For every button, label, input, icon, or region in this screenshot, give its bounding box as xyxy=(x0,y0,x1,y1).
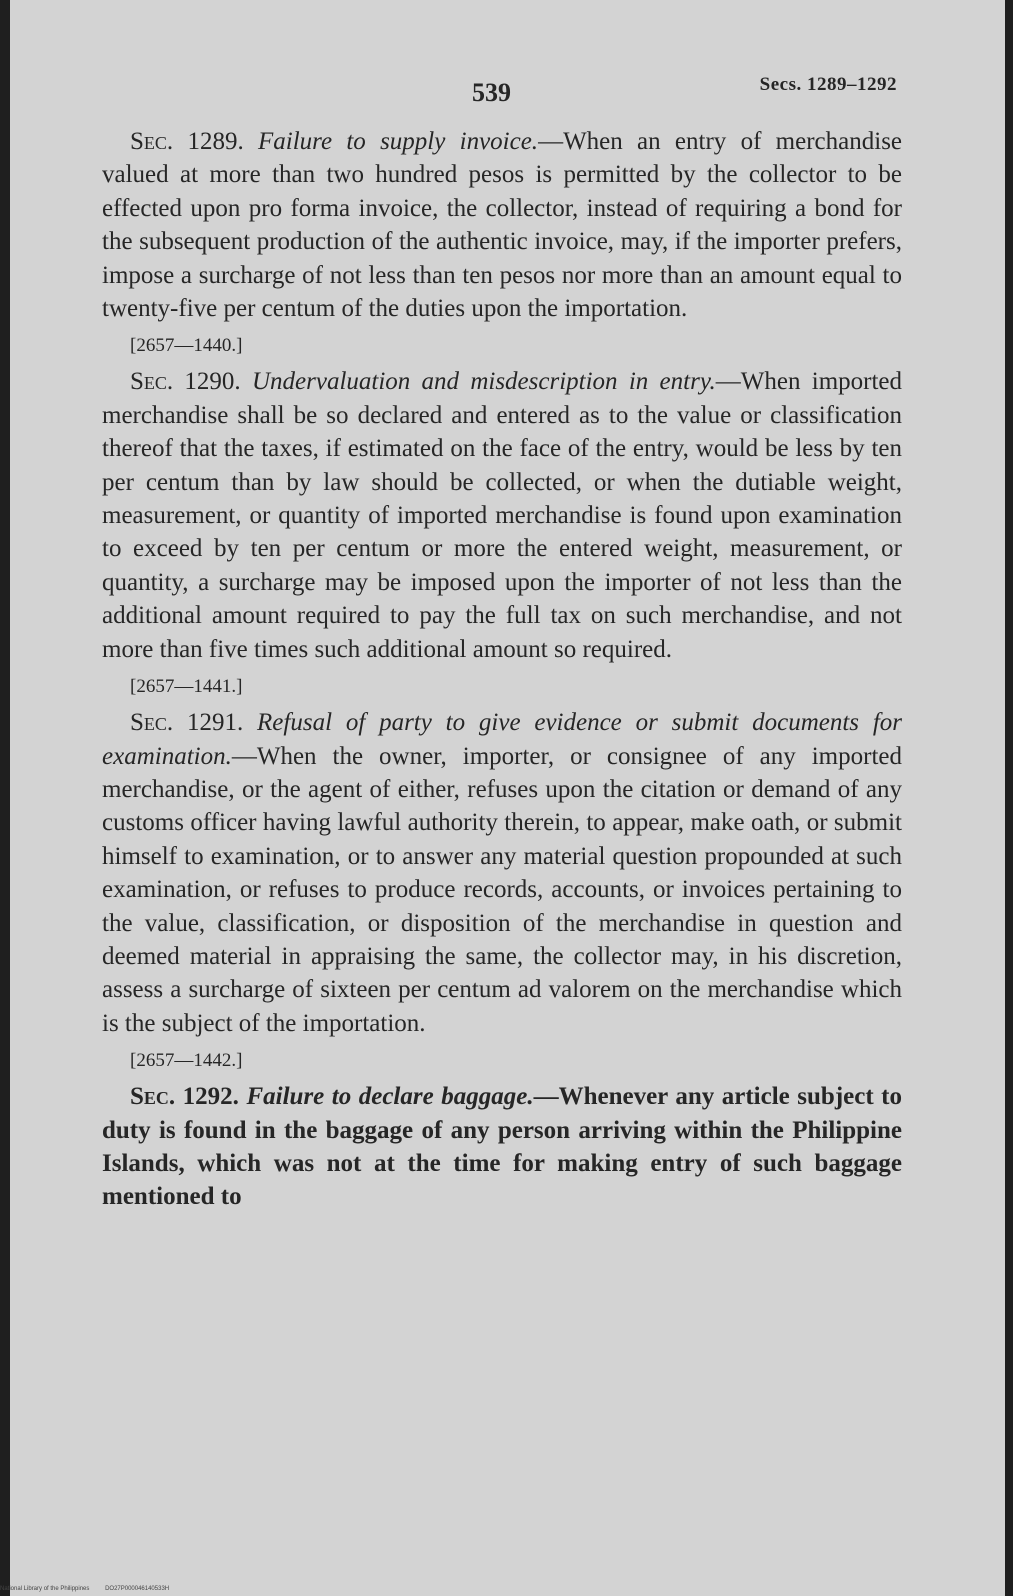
document-page xyxy=(10,0,1005,1596)
section-title: Undervaluation and misdescription in entry. xyxy=(251,368,716,396)
scan-code: DO27P000046140533H xyxy=(105,1586,170,1592)
section-citation: [2657—1440.] xyxy=(130,335,243,357)
section-label: Sec. 1292. xyxy=(130,1083,239,1111)
section-text: —When an entry of merchandise valued at more than two hundred pesos is permitted by the collector to be effected upon pro forma invoice, the collector, instead of requiring a bond for the subsequent production of the authentic invoice, may, if the importer prefers, impose a surcharge of not less than ten pesos nor more than an amount equal to twenty-five per centum of the duties upon the importation. xyxy=(102,128,903,323)
section-1291 xyxy=(102,706,902,1076)
section-citation: [2657—1442.] xyxy=(130,1050,243,1072)
scan-footer xyxy=(0,1586,169,1592)
section-text: —When imported merchandise shall be so declared and entered as to the value or classification thereof that the taxes, if estimated on the face of the entry, would be less by ten per centum than by law should be collected, or when the dutiable weight, measurement, or quantity of imported merchandise is found upon examination to exceed by ten per centum or more the entered weight, measurement, or quantity, a surcharge may be imposed upon the importer of not less than the additional amount required to pay the full tax on such merchandise, and not more than five times such additional amount so required. xyxy=(102,368,903,663)
section-paragraph xyxy=(102,125,902,325)
section-title: Failure to declare baggage. xyxy=(246,1083,534,1111)
section-title: Failure to supply invoice. xyxy=(258,128,539,155)
section-label: Sec. 1290. xyxy=(130,368,241,396)
section-1289 xyxy=(102,125,902,361)
section-paragraph xyxy=(102,365,902,666)
section-range: Secs. 1289–1292 xyxy=(759,74,897,95)
page-body xyxy=(102,125,902,1214)
page-number: 539 xyxy=(472,78,511,107)
section-citation: [2657—1441.] xyxy=(130,676,243,698)
section-title: Refusal of party to give evidence or submit documents for examination. xyxy=(102,709,903,770)
section-text: —Whenever any article subject to duty is found in the baggage of any person arriving within the Philippine Islands, which was not at the time for making entry of such baggage mentioned to xyxy=(102,1083,903,1211)
library-name: National Library of the Philippines xyxy=(0,1586,90,1592)
section-paragraph xyxy=(102,1080,902,1214)
section-text: —When the owner, importer, or consignee of any imported merchandise, or the agent of either, refuses upon the citation or demand of any customs officer having lawful authority therein, to appear, make oath, or submit himself to examination, or to answer any material question propounded at such examination, or refuses to produce records, accounts, or invoices pertaining to the value, classification, or disposition of the merchandise in question and deemed material in appraising the same, the collector may, in his discretion, assess a surcharge of sixteen per centum ad valorem on the merchandise which is the subject of the importation. xyxy=(102,742,902,1037)
section-1292 xyxy=(102,1080,902,1214)
section-paragraph xyxy=(102,706,902,1040)
section-1290 xyxy=(102,365,902,702)
section-label: Sec. 1289. xyxy=(130,128,244,155)
page-header xyxy=(10,72,1005,112)
section-label: Sec. 1291. xyxy=(130,709,244,737)
